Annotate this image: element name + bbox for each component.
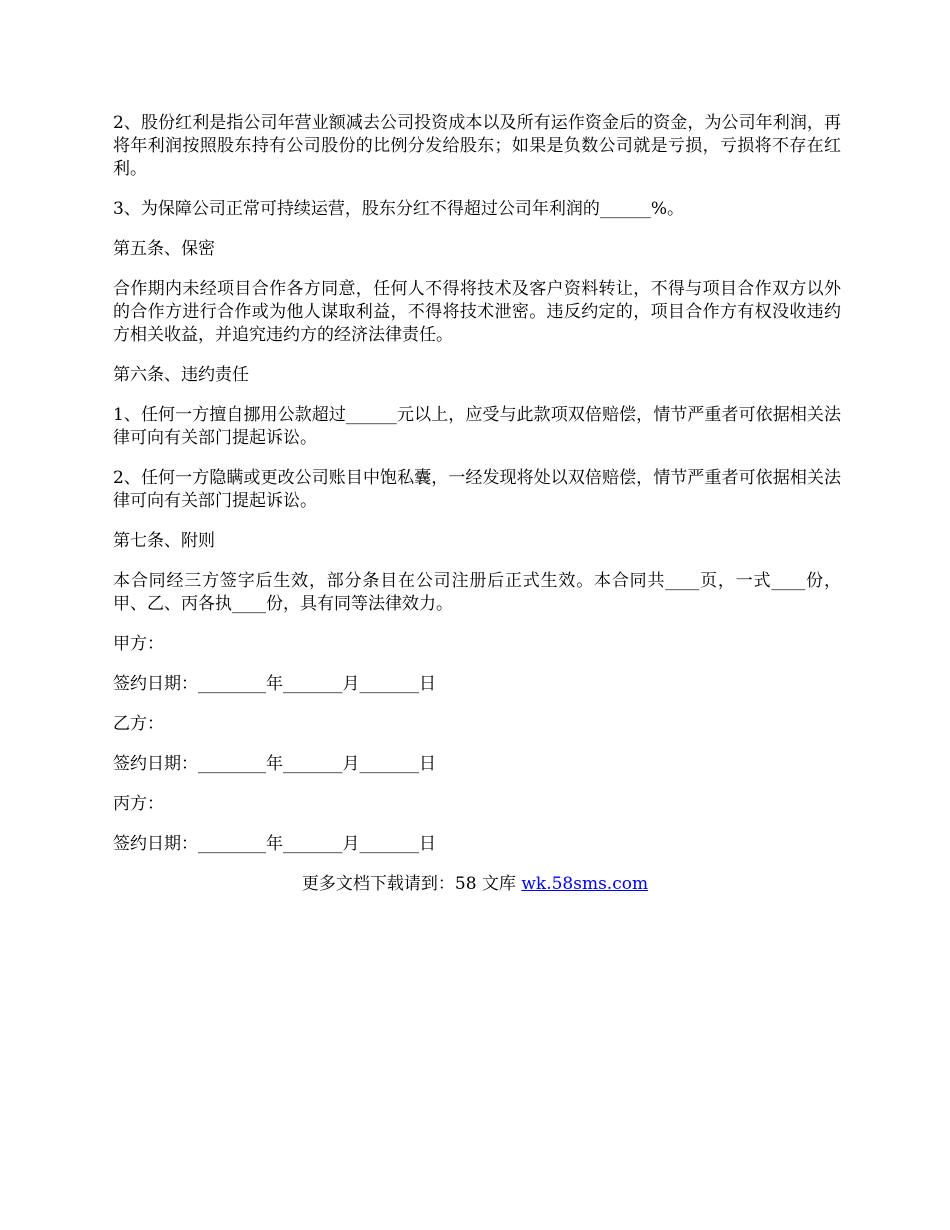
- paragraph-confidentiality: 合作期内未经项目合作各方同意，任何人不得将技术及客户资料转让，不得与项目合作双方以外的合作方进行合作或为他人谋取利益，不得将技术泄密。违反约定的，项目合作方有权没收违约方相关收益，并追究违约方的经济法律责任。: [113, 279, 841, 345]
- party-c-label: 丙方：: [113, 794, 164, 814]
- document-body: [113, 112, 841, 873]
- party-a-label: 甲方：: [113, 634, 164, 654]
- paragraph-supplementary: 本合同经三方签字后生效，部分条目在公司注册后正式生效。本合同共____页，一式____份，甲、乙、丙各执____份，具有同等法律效力。: [113, 571, 841, 614]
- footer: [0, 873, 950, 896]
- paragraph-dividend-limit: 3、为保障公司正常可持续运营，股东分红不得超过公司年利润的______%。: [113, 199, 684, 219]
- paragraph-dividend-definition: 2、股份红利是指公司年营业额减去公司投资成本以及所有运作资金后的资金，为公司年利润，再将年利润按照股东持有公司股份的比例分发给股东；如果是负数公司就是亏损，亏损将不存在红利。: [113, 113, 841, 179]
- party-a-sign-date: 签约日期：________年_______月_______日: [113, 674, 436, 694]
- footer-link[interactable]: wk.58sms.com: [521, 874, 649, 894]
- paragraph-breach-1: 1、任何一方擅自挪用公款超过______元以上，应受与此款项双倍赔偿，情节严重者可依据相关法律可向有关部门提起诉讼。: [113, 405, 841, 448]
- footer-text: 更多文档下载请到：58 文库: [301, 874, 522, 894]
- party-c-sign-date: 签约日期：________年_______月_______日: [113, 834, 436, 854]
- section-heading-supplementary: 第七条、附则: [113, 531, 215, 551]
- paragraph-breach-2: 2、任何一方隐瞒或更改公司账目中饱私囊，一经发现将处以双倍赔偿，情节严重者可依据相关法律可向有关部门提起诉讼。: [113, 468, 841, 511]
- section-heading-breach: 第六条、违约责任: [113, 365, 249, 385]
- party-b-label: 乙方：: [113, 714, 164, 734]
- party-b-sign-date: 签约日期：________年_______月_______日: [113, 754, 436, 774]
- section-heading-confidentiality: 第五条、保密: [113, 239, 215, 259]
